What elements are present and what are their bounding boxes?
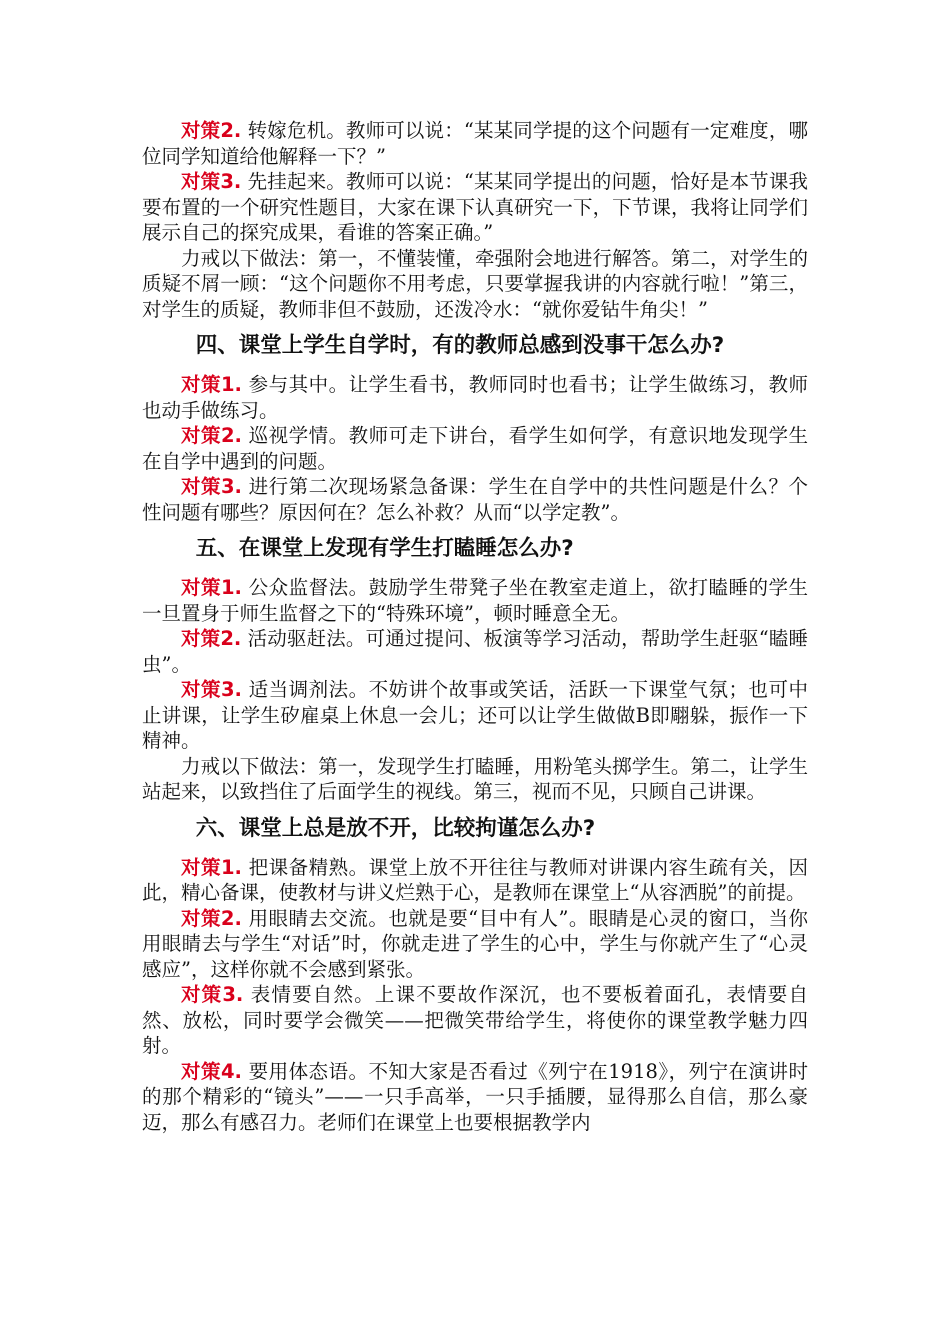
strategy-label: 对策3. [181, 983, 244, 1006]
section-heading: 五、在课堂上发现有学生打瞌睡怎么办? [195, 536, 574, 561]
strategy-label: 对策2. [181, 119, 242, 142]
paragraph: 力戒以下做法：第一，不懂装懂，牵强附会地进行解答。第二，对学生的质疑不屑一顾：“这个问题你不用考虑，只要掌握我讲的内容就行啦！”第三，对学生的质疑，教师非但不鼓励，还泼冷水：“就你爱钻牛角尖！” [142, 246, 808, 321]
strategy-label: 对策4. [181, 1059, 242, 1083]
strategy-label: 对策3. [181, 475, 242, 498]
strategy-label: 对策2. [181, 627, 242, 650]
paragraph-text: 先挂起来。教师可以说：“某某同学提出的问题，恰好是本节课我要布置的一个研究性题目，大家在课下认真研究一下，下节课，我将让同学们展示自己的探究成果，看谁的答案正确。” [142, 170, 808, 244]
paragraph [142, 1059, 808, 1136]
paragraph [142, 474, 808, 525]
strategy-label: 对策1. [181, 373, 242, 396]
strategy-label: 对策3. [181, 170, 242, 193]
paragraph [142, 906, 808, 983]
paragraph [142, 982, 808, 1059]
paragraph [142, 855, 808, 906]
paragraph-text: 参与其中。让学生看书，教师同时也看书；让学生做练习，教师也动手做练习。 [142, 373, 808, 422]
paragraph-text: 巡视学情。教师可走下讲台，看学生如何学，有意识地发现学生在自学中遇到的问题。 [142, 424, 808, 473]
paragraph-text: 活动驱赶法。可通过提问、板演等学习活动，帮助学生赶驱“瞌睡虫”。 [142, 627, 808, 676]
paragraph-text: 要用体态语。不知大家是否看过《列宁在1918》，列宁在演讲时的那个精彩的“镜头”——一只手高举，一只手插腰，显得那么自信，那么豪迈，那么有感召力。老师们在课堂上也要根据教学内 [142, 1059, 808, 1134]
section-heading: 四、课堂上学生自学时，有的教师总感到没事干怎么办? [195, 333, 725, 358]
paragraph-text: 适当调剂法。不妨讲个故事或笑话，活跃一下课堂气氛；也可中止讲课，让学生矽雇桌上休息一会儿；还可以让学生做做B即翢躲，振作一下精神。 [142, 678, 808, 752]
strategy-label: 对策1. [181, 576, 242, 599]
paragraph-text: 公众监督法。鼓励学生带凳子坐在教室走道上，欲打瞌睡的学生一旦置身于师生监督之下的“特殊环境”，顿时睡意全无。 [142, 576, 808, 625]
document-page [142, 118, 808, 1135]
paragraph: 力戒以下做法：第一，发现学生打瞌睡，用粉笔头掷学生。第二，让学生站起来，以致挡住了后面学生的视线。第三，视而不见，只顾自己讲课。 [142, 754, 808, 803]
paragraph-text: 表情要自然。上课不要故作深沉，也不要板着面孔，表情要自然、放松，同时要学会微笑——把微笑带给学生，将使你的课堂教学魅力四射。 [142, 983, 808, 1057]
paragraph-text: 进行第二次现场紧急备课：学生在自学中的共性问题是什么？个性问题有哪些？原因何在？怎么补救？从而“以学定教”。 [142, 475, 808, 524]
paragraph [142, 677, 808, 754]
section-heading: 六、课堂上总是放不开，比较拘谨怎么办? [195, 815, 596, 841]
paragraph-text: 转嫁危机。教师可以说：“某某同学提的这个问题有一定难度，哪位同学知道给他解释一下？” [142, 119, 808, 168]
strategy-label: 对策2. [181, 906, 242, 930]
paragraph [142, 423, 808, 474]
paragraph [142, 575, 808, 626]
strategy-label: 对策3. [181, 678, 242, 701]
strategy-label: 对策1. [181, 855, 242, 879]
paragraph [142, 169, 808, 246]
paragraph [142, 118, 808, 169]
paragraph-text: 把课备精熟。课堂上放不开往往与教师对讲课内容生疏有关，因此，精心备课，使教材与讲义烂熟于心，是教师在课堂上“从容洒脱”的前提。 [142, 855, 808, 904]
paragraph [142, 372, 808, 423]
paragraph [142, 626, 808, 677]
paragraph-text: 用眼睛去交流。也就是要“目中有人”。眼睛是心灵的窗口，当你用眼睛去与学生“对话”时，你就走进了学生的心中，学生与你就产生了“心灵感应”，这样你就不会感到紧张。 [142, 906, 808, 981]
strategy-label: 对策2. [181, 424, 242, 447]
